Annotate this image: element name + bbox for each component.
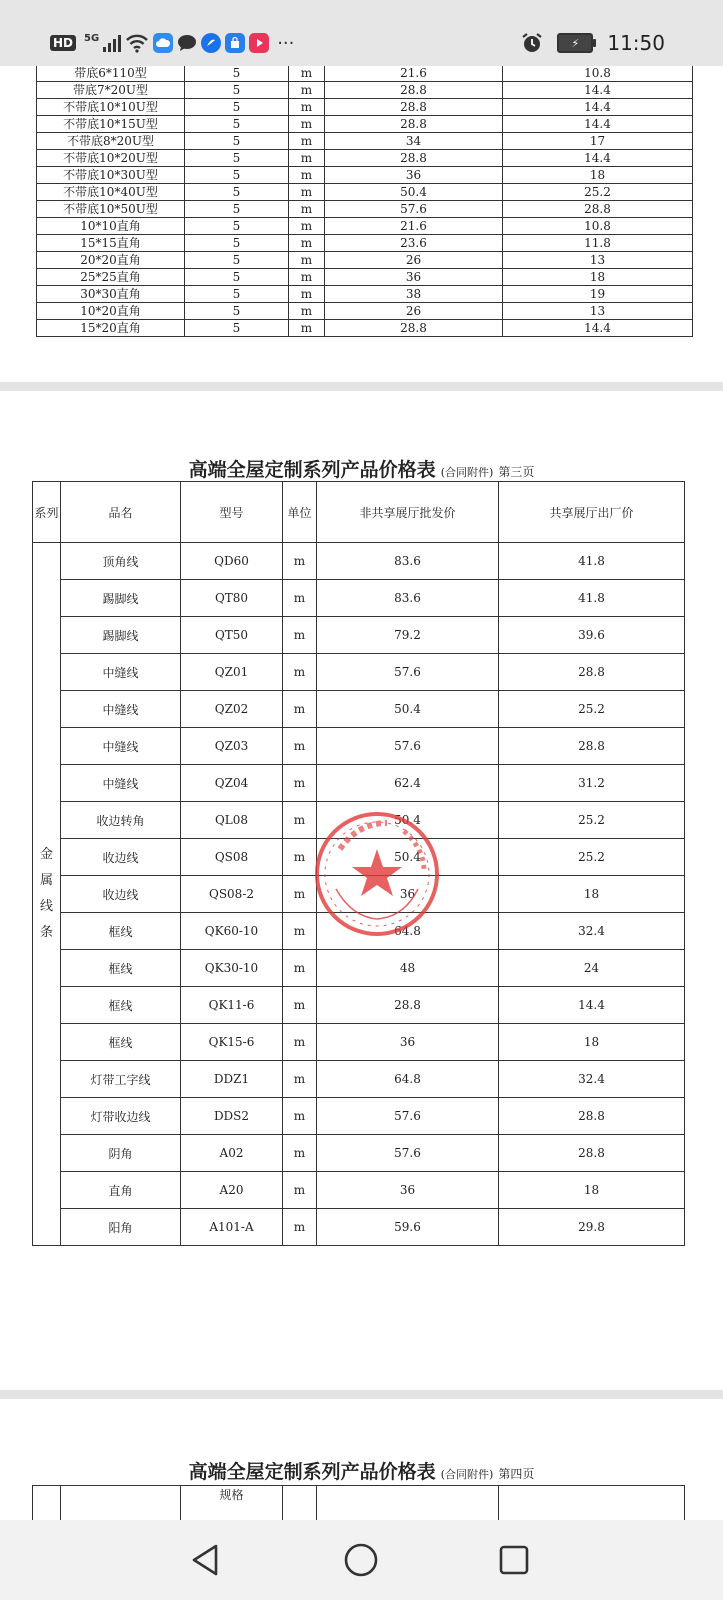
cell-name: 25*25直角 xyxy=(37,269,185,286)
cell-unit: m xyxy=(283,1098,317,1135)
cell-name: 踢脚线 xyxy=(61,617,181,654)
cell-unit: m xyxy=(289,269,325,286)
alarm-icon xyxy=(521,32,543,54)
cell-price2: 28.8 xyxy=(499,1098,685,1135)
cell-price2: 39.6 xyxy=(499,617,685,654)
table-row xyxy=(33,728,685,765)
cell-price2: 41.8 xyxy=(499,543,685,580)
cell-unit: m xyxy=(289,303,325,320)
cell-price1: 23.6 xyxy=(325,235,503,252)
cell-name: 中缝线 xyxy=(61,691,181,728)
browser-app-icon xyxy=(201,33,221,53)
table-row xyxy=(33,765,685,802)
page-title xyxy=(0,1457,723,1484)
signal-icon xyxy=(103,34,121,52)
table-row xyxy=(37,235,693,252)
cell-price2: 41.8 xyxy=(499,580,685,617)
page-number: 第四页 xyxy=(498,1467,535,1481)
status-bar xyxy=(0,0,723,66)
hd-indicator: HD xyxy=(50,35,76,51)
cell-price2: 28.8 xyxy=(499,654,685,691)
home-button[interactable] xyxy=(341,1540,381,1580)
cell-name: 不带底10*40U型 xyxy=(37,184,185,201)
cell-price1: 36 xyxy=(325,269,503,286)
cell-name: 20*20直角 xyxy=(37,252,185,269)
cell-price2: 18 xyxy=(499,876,685,913)
cell-unit: m xyxy=(283,1061,317,1098)
cell-price1: 28.8 xyxy=(325,320,503,337)
table-row xyxy=(37,218,693,235)
table-row xyxy=(37,320,693,337)
cell-model: QZ02 xyxy=(181,691,283,728)
cell-unit: m xyxy=(289,252,325,269)
table-row xyxy=(33,950,685,987)
cell-unit: m xyxy=(289,286,325,303)
cell-price2: 13 xyxy=(503,252,693,269)
cell-unit: m xyxy=(283,802,317,839)
cell-price1: 36 xyxy=(325,167,503,184)
cell-unit: m xyxy=(289,167,325,184)
cell-model: A101-A xyxy=(181,1209,283,1246)
cell-price2: 31.2 xyxy=(499,765,685,802)
cell-spec: 5 xyxy=(185,269,289,286)
cell-spec: 5 xyxy=(185,252,289,269)
cell-name: 踢脚线 xyxy=(61,580,181,617)
page-number: 第三页 xyxy=(498,465,535,479)
cell-unit: m xyxy=(283,654,317,691)
cell-unit: m xyxy=(283,950,317,987)
table-row xyxy=(33,1098,685,1135)
cell-price2: 29.8 xyxy=(499,1209,685,1246)
cell-unit: m xyxy=(283,765,317,802)
table-row xyxy=(33,1172,685,1209)
cell-name: 收边线 xyxy=(61,839,181,876)
cloud-app-icon xyxy=(153,33,173,53)
cell-name: 收边转角 xyxy=(61,802,181,839)
cell-price2: 25.2 xyxy=(499,839,685,876)
cell-spec: 5 xyxy=(185,150,289,167)
cell-price2: 10.8 xyxy=(503,66,693,82)
cell-unit: m xyxy=(289,201,325,218)
cell-name: 10*20直角 xyxy=(37,303,185,320)
cell-name: 框线 xyxy=(61,913,181,950)
cell-unit: m xyxy=(283,1172,317,1209)
cell-price1: 57.6 xyxy=(317,654,499,691)
cell-unit: m xyxy=(289,184,325,201)
table-row xyxy=(33,617,685,654)
cell-price2: 28.8 xyxy=(503,201,693,218)
table-row xyxy=(37,150,693,167)
cell-model: QT50 xyxy=(181,617,283,654)
cell-price1: 28.8 xyxy=(325,82,503,99)
cell-price1: 48 xyxy=(317,950,499,987)
table-row xyxy=(37,116,693,133)
cell-price2: 28.8 xyxy=(499,1135,685,1172)
cell-model: QK11-6 xyxy=(181,987,283,1024)
more-notifications-icon: ··· xyxy=(277,32,295,54)
cell-model: QT80 xyxy=(181,580,283,617)
cell-price2: 14.4 xyxy=(503,320,693,337)
table-row xyxy=(33,691,685,728)
cell-price2: 14.4 xyxy=(499,987,685,1024)
wifi-icon xyxy=(125,32,149,54)
cell-price2: 17 xyxy=(503,133,693,150)
cell-unit: m xyxy=(283,728,317,765)
table-row xyxy=(37,269,693,286)
table-row xyxy=(33,543,685,580)
cell-spec: 5 xyxy=(185,201,289,218)
header-price-nonshared: 非共享展厅批发价 xyxy=(317,482,499,543)
cell-unit: m xyxy=(289,66,325,82)
header-model: 型号 xyxy=(181,482,283,543)
cell-price2: 10.8 xyxy=(503,218,693,235)
cell-price2: 24 xyxy=(499,950,685,987)
cell-name: 不带底10*20U型 xyxy=(37,150,185,167)
cell-price1: 28.8 xyxy=(325,116,503,133)
cell-name: 中缝线 xyxy=(61,654,181,691)
cell-price1: 50.4 xyxy=(325,184,503,201)
cell-model: QK15-6 xyxy=(181,1024,283,1061)
cell-name: 中缝线 xyxy=(61,728,181,765)
cell-price1: 59.6 xyxy=(317,1209,499,1246)
header-spec: 规格 xyxy=(181,1486,283,1521)
table-row xyxy=(33,1024,685,1061)
cell-unit: m xyxy=(283,1024,317,1061)
table-row xyxy=(37,252,693,269)
cell-price2: 14.4 xyxy=(503,116,693,133)
back-triangle-icon xyxy=(190,1543,222,1577)
back-button[interactable] xyxy=(186,1540,226,1580)
cell-model: QZ04 xyxy=(181,765,283,802)
cell-name: 灯带收边线 xyxy=(61,1098,181,1135)
table-row xyxy=(37,99,693,116)
cell-price1: 36 xyxy=(317,1024,499,1061)
cell-unit: m xyxy=(283,617,317,654)
cell-unit: m xyxy=(289,150,325,167)
cell-model: QD60 xyxy=(181,543,283,580)
cell-model: DDS2 xyxy=(181,1098,283,1135)
series-label: 金 属 线 条 xyxy=(33,543,61,1246)
table-header-row xyxy=(33,482,685,543)
cell-name: 阳角 xyxy=(61,1209,181,1246)
cell-spec: 5 xyxy=(185,286,289,303)
cell-unit: m xyxy=(289,218,325,235)
cell-price2: 14.4 xyxy=(503,99,693,116)
page-title xyxy=(0,455,723,482)
header-price-shared: 共享展厅出厂价 xyxy=(499,482,685,543)
cell-spec: 5 xyxy=(185,133,289,150)
cell-unit: m xyxy=(283,1135,317,1172)
cell-unit: m xyxy=(283,1209,317,1246)
table-row xyxy=(37,133,693,150)
header-unit: 单位 xyxy=(283,482,317,543)
cell-price1: 62.4 xyxy=(317,765,499,802)
cell-name: 不带底10*30U型 xyxy=(37,167,185,184)
table-row xyxy=(33,1061,685,1098)
video-app-icon xyxy=(249,33,269,53)
cell-name: 带底6*110型 xyxy=(37,66,185,82)
cell-name: 不带底10*10U型 xyxy=(37,99,185,116)
cell-unit: m xyxy=(283,987,317,1024)
cell-spec: 5 xyxy=(185,303,289,320)
cell-price1: 50.4 xyxy=(317,691,499,728)
cell-price1: 57.6 xyxy=(317,728,499,765)
table-row xyxy=(33,987,685,1024)
cell-price1: 83.6 xyxy=(317,543,499,580)
cell-price1: 21.6 xyxy=(325,66,503,82)
home-circle-icon xyxy=(343,1542,379,1578)
cell-price2: 11.8 xyxy=(503,235,693,252)
cell-price2: 25.2 xyxy=(503,184,693,201)
cell-spec: 5 xyxy=(185,66,289,82)
table-row xyxy=(33,1135,685,1172)
table-row xyxy=(37,167,693,184)
cell-model: QL08 xyxy=(181,802,283,839)
cell-price2: 14.4 xyxy=(503,150,693,167)
cell-spec: 5 xyxy=(185,218,289,235)
cell-model: QZ03 xyxy=(181,728,283,765)
cell-unit: m xyxy=(289,116,325,133)
cell-unit: m xyxy=(283,876,317,913)
table-row xyxy=(37,184,693,201)
document-page-3 xyxy=(0,391,723,1390)
cell-price2: 18 xyxy=(503,167,693,184)
document-page-4 xyxy=(0,1399,723,1520)
cell-unit: m xyxy=(289,82,325,99)
cell-price2: 18 xyxy=(499,1172,685,1209)
table-row xyxy=(37,66,693,82)
cell-price2: 18 xyxy=(503,269,693,286)
cell-price2: 32.4 xyxy=(499,913,685,950)
cell-price1: 57.6 xyxy=(325,201,503,218)
cell-spec: 5 xyxy=(185,116,289,133)
battery-charging-icon: ⚡ xyxy=(557,33,593,53)
cell-spec: 5 xyxy=(185,184,289,201)
cell-price1: 26 xyxy=(325,252,503,269)
cell-price1: 64.8 xyxy=(317,913,499,950)
cell-model: A02 xyxy=(181,1135,283,1172)
shopping-bag-icon xyxy=(225,33,245,53)
network-type: 5G xyxy=(84,32,100,44)
cell-price1: 28.8 xyxy=(325,150,503,167)
cell-price1: 83.6 xyxy=(317,580,499,617)
cell-name: 带底7*20U型 xyxy=(37,82,185,99)
cell-unit: m xyxy=(289,235,325,252)
cell-price2: 28.8 xyxy=(499,728,685,765)
cell-price1: 36 xyxy=(317,876,499,913)
cell-price1: 79.2 xyxy=(317,617,499,654)
cell-price1: 57.6 xyxy=(317,1098,499,1135)
navigation-bar xyxy=(0,1520,723,1600)
table-row xyxy=(37,82,693,99)
cell-price1: 50.4 xyxy=(317,802,499,839)
cell-unit: m xyxy=(283,913,317,950)
table-row xyxy=(37,286,693,303)
cell-unit: m xyxy=(283,580,317,617)
cell-name: 直角 xyxy=(61,1172,181,1209)
cell-spec: 5 xyxy=(185,82,289,99)
cell-name: 不带底8*20U型 xyxy=(37,133,185,150)
cell-model: QS08 xyxy=(181,839,283,876)
page-separator xyxy=(0,382,723,391)
document-page-2 xyxy=(0,66,723,382)
cell-name: 顶角线 xyxy=(61,543,181,580)
cell-price1: 28.8 xyxy=(317,987,499,1024)
cell-price2: 32.4 xyxy=(499,1061,685,1098)
table-row xyxy=(33,1209,685,1246)
table-row xyxy=(33,580,685,617)
cell-price1: 64.8 xyxy=(317,1061,499,1098)
title-text: 高端全屋定制系列产品价格表 xyxy=(188,459,436,481)
title-text: 高端全屋定制系列产品价格表 xyxy=(188,1461,436,1483)
title-subtitle: (合同附件) xyxy=(440,1468,494,1481)
title-subtitle: (合同附件) xyxy=(440,466,494,479)
price-table-page-2 xyxy=(36,66,693,337)
cell-unit: m xyxy=(289,320,325,337)
cell-name: 中缝线 xyxy=(61,765,181,802)
recent-apps-button[interactable] xyxy=(494,1540,534,1580)
company-seal-stamp xyxy=(312,809,442,939)
cell-model: QK60-10 xyxy=(181,913,283,950)
price-table-page-4 xyxy=(32,1485,685,1520)
cell-name: 阴角 xyxy=(61,1135,181,1172)
cell-model: DDZ1 xyxy=(181,1061,283,1098)
cell-name: 灯带工字线 xyxy=(61,1061,181,1098)
cell-name: 30*30直角 xyxy=(37,286,185,303)
cell-unit: m xyxy=(283,839,317,876)
cell-name: 10*10直角 xyxy=(37,218,185,235)
header-name: 品名 xyxy=(61,482,181,543)
cell-name: 框线 xyxy=(61,950,181,987)
clock: 11:50 xyxy=(607,31,665,55)
cell-spec: 5 xyxy=(185,320,289,337)
cell-name: 不带底10*15U型 xyxy=(37,116,185,133)
cell-unit: m xyxy=(283,691,317,728)
cell-model: A20 xyxy=(181,1172,283,1209)
cell-price1: 38 xyxy=(325,286,503,303)
cell-spec: 5 xyxy=(185,235,289,252)
cell-model: QK30-10 xyxy=(181,950,283,987)
cell-name: 收边线 xyxy=(61,876,181,913)
cell-unit: m xyxy=(283,543,317,580)
cell-price2: 19 xyxy=(503,286,693,303)
cell-price1: 34 xyxy=(325,133,503,150)
cell-price1: 26 xyxy=(325,303,503,320)
cell-unit: m xyxy=(289,99,325,116)
cell-spec: 5 xyxy=(185,167,289,184)
cell-price1: 21.6 xyxy=(325,218,503,235)
cell-price1: 28.8 xyxy=(325,99,503,116)
cell-price1: 57.6 xyxy=(317,1135,499,1172)
cell-price2: 25.2 xyxy=(499,802,685,839)
header-series: 系列 xyxy=(33,482,61,543)
table-row xyxy=(37,201,693,218)
cell-name: 不带底10*50U型 xyxy=(37,201,185,218)
table-row xyxy=(37,303,693,320)
cell-price1: 50.4 xyxy=(317,839,499,876)
cell-price2: 13 xyxy=(503,303,693,320)
table-header-row xyxy=(33,1486,685,1521)
cell-model: QS08-2 xyxy=(181,876,283,913)
cell-price2: 14.4 xyxy=(503,82,693,99)
cell-name: 15*20直角 xyxy=(37,320,185,337)
cell-name: 15*15直角 xyxy=(37,235,185,252)
chat-bubble-icon xyxy=(177,33,197,53)
cell-spec: 5 xyxy=(185,99,289,116)
cell-name: 框线 xyxy=(61,1024,181,1061)
table-row xyxy=(33,654,685,691)
cell-price2: 18 xyxy=(499,1024,685,1061)
cell-model: QZ01 xyxy=(181,654,283,691)
page-separator xyxy=(0,1390,723,1399)
cell-price2: 25.2 xyxy=(499,691,685,728)
recent-square-icon xyxy=(498,1544,530,1576)
cell-unit: m xyxy=(289,133,325,150)
cell-name: 框线 xyxy=(61,987,181,1024)
cell-price1: 36 xyxy=(317,1172,499,1209)
